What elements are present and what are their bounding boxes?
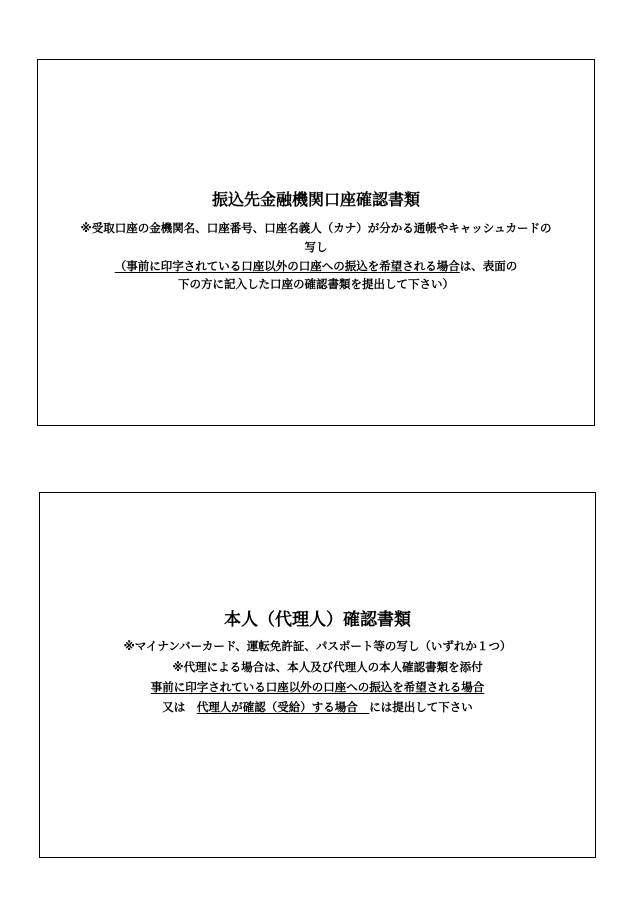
submission-condition [40,679,595,695]
submission-condition-proxy: 代理人が確認（受給）する場合 [196,700,370,714]
alternate-account-note-continued: 下の方に記入した口座の確認書類を提出して下さい） [178,277,454,291]
account-document-description-continued: 写し [304,240,328,254]
alternate-account-note [38,258,594,274]
submission-condition-prefix: 又は [162,700,197,714]
alternate-account-note-rest: は、表面の [459,259,518,273]
section-title: 振込先金融機関口座確認書類 [211,190,420,209]
identity-document-description: ※マイナンバーカード、運転免許証、パスポート等の写し（いずれか１つ） [123,639,512,653]
section-title: 本人（代理人）確認書類 [224,610,411,630]
identity-document-box [39,492,596,858]
account-document-description: ※受取口座の金機関名、口座番号、口座名義人（カナ）が分かる通帳やキャッシュカードの [80,221,552,235]
alternate-account-note-underlined: （事前に印字されている口座以外の口座への振込を希望される場合 [114,259,460,273]
account-document-box [37,59,595,426]
submission-condition-suffix: には提出して下さい [369,700,473,714]
proxy-note: ※代理による場合は、本人及び代理人の本人確認書類を添付 [172,660,483,674]
submission-condition-continued [40,699,595,715]
submission-condition-underlined: 事前に印字されている口座以外の口座への振込を希望される場合 [150,680,485,694]
